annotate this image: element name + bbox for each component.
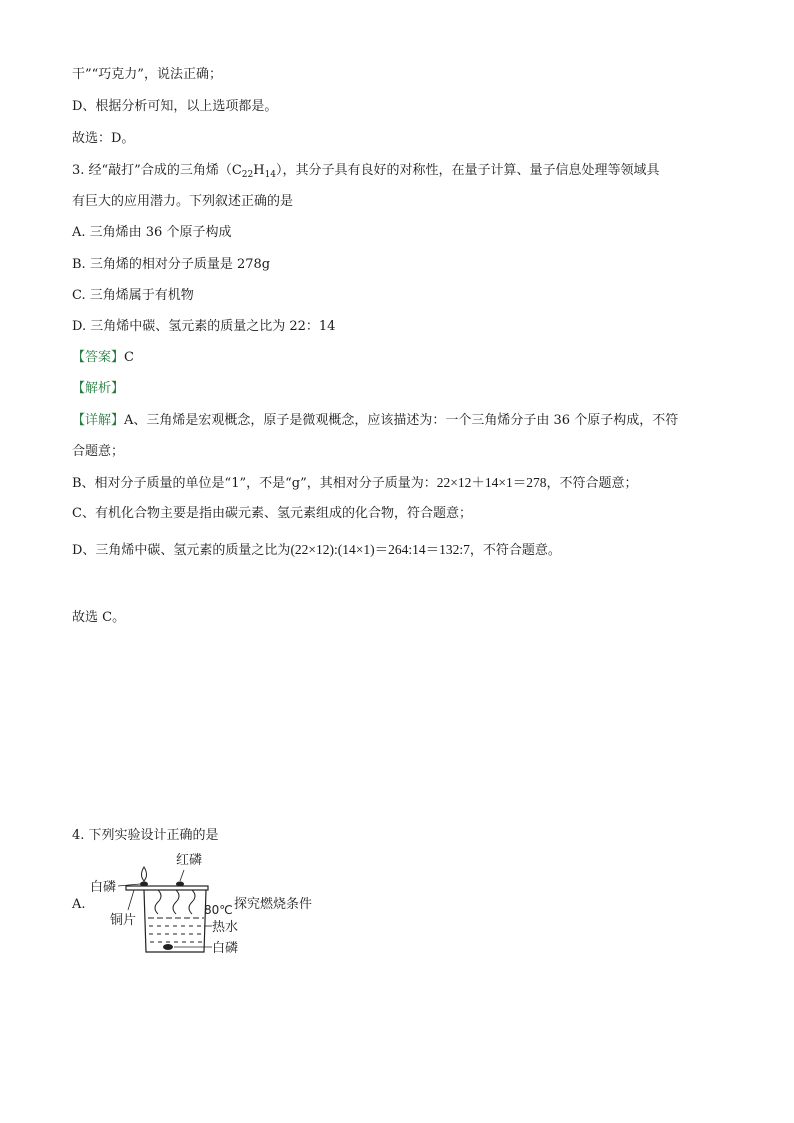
q3-stem-part1: 3. 经“敲打”合成的三角烯（C <box>72 163 242 178</box>
detail-b <box>72 474 722 493</box>
q3-conclusion: 故选 C。 <box>72 610 126 625</box>
label-temperature: 80℃ <box>204 903 233 917</box>
detail-a-text: A、三角烯是宏观概念，原子是微观概念，应该描述为：一个三角烯分子由 36 个原子构成，不符 <box>124 413 679 428</box>
white-phosphorus-on-copper <box>140 882 148 887</box>
formula-sub-22: 22 <box>241 170 254 180</box>
q3-option-b: B. 三角烯的相对分子质量是 278g <box>72 257 271 272</box>
steam-lines <box>155 890 195 914</box>
label-copper-sheet: 铜片 <box>110 913 137 928</box>
formula-sub-14: 14 <box>264 170 277 180</box>
label-hot-water: 热水 <box>212 920 239 935</box>
answer-value: C <box>124 350 134 365</box>
prev-conclusion: 故选：D。 <box>72 131 135 146</box>
q3-option-d: D. 三角烯中碳、氢元素的质量之比为 22：14 <box>72 319 336 334</box>
combustion-experiment-figure <box>88 846 328 958</box>
answer-tag: 【答案】 <box>72 350 125 365</box>
q3-stem-part2: ），其分子具有良好的对称性，在量子计算、量子信息处理等领域具 <box>276 163 660 178</box>
leader-lines <box>118 870 212 947</box>
analysis-tag: 【解析】 <box>72 381 125 396</box>
detail-b-end: ，不符合题意； <box>546 476 638 491</box>
detail-a-line-2: 合题意； <box>72 444 125 459</box>
detail-d-math: (22×12):(14×1)＝264:14＝132:7 <box>290 542 470 557</box>
red-phosphorus <box>176 882 184 887</box>
beaker <box>144 890 206 952</box>
detail-c: C、有机化合物主要是指由碳元素、氢元素组成的化合物，符合题意； <box>72 506 472 521</box>
prev-line-1: 干”“巧克力”，说法正确； <box>72 67 222 82</box>
detail-b-math: 22×12＋14×1＝278 <box>436 475 547 490</box>
formula-h: H <box>253 163 265 178</box>
q4-option-a-label: A. <box>72 897 86 912</box>
detail-b-text: B、相对分子质量的单位是“1”，不是“g”，其相对分子质量为： <box>72 476 437 491</box>
copper-sheet <box>126 886 208 890</box>
label-white-phosphorus-top: 白磷 <box>90 880 117 895</box>
figure-caption: 探究燃烧条件 <box>234 897 313 912</box>
detail-tag: 【详解】 <box>72 413 125 428</box>
prev-option-d: D、根据分析可知，以上选项都是。 <box>72 99 278 114</box>
label-white-phosphorus-bottom: 白磷 <box>212 941 239 956</box>
detail-d-end: ，不符合题意。 <box>469 543 561 558</box>
white-phosphorus-in-water <box>163 944 173 950</box>
detail-a-line-1 <box>72 412 722 430</box>
detail-d-text: D、三角烯中碳、氢元素的质量之比为 <box>72 543 291 558</box>
q3-stem-line-1 <box>72 162 722 184</box>
q4-stem: 4. 下列实验设计正确的是 <box>72 828 219 843</box>
q3-stem-line-2: 有巨大的应用潜力。下列叙述正确的是 <box>72 194 294 209</box>
q3-option-a: A. 三角烯由 36 个原子构成 <box>72 225 232 240</box>
q3-option-c: C. 三角烯属于有机物 <box>72 288 194 303</box>
flame-icon <box>142 867 147 881</box>
detail-d <box>72 541 722 560</box>
answer-line <box>72 349 722 367</box>
hot-water-surface <box>148 918 204 942</box>
label-red-phosphorus: 红磷 <box>176 853 203 868</box>
